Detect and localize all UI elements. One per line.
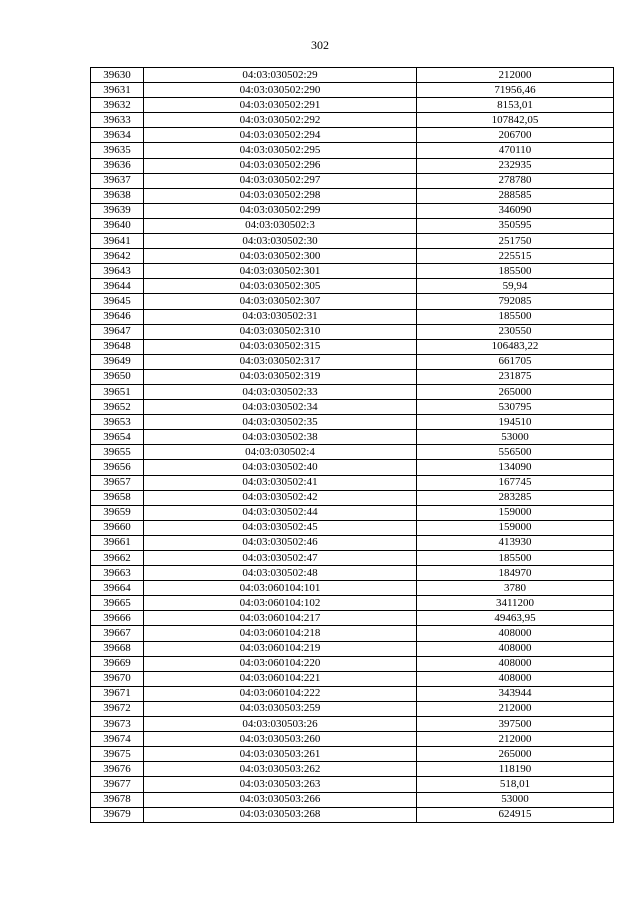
value-cell: 71956,46 xyxy=(417,83,614,98)
value-cell: 408000 xyxy=(417,641,614,656)
row-number-cell: 39669 xyxy=(91,656,144,671)
value-cell: 184970 xyxy=(417,566,614,581)
value-cell: 265000 xyxy=(417,747,614,762)
cadastral-number-cell: 04:03:030502:44 xyxy=(144,505,417,520)
cadastral-number-cell: 04:03:030502:33 xyxy=(144,384,417,399)
row-number-cell: 39653 xyxy=(91,415,144,430)
row-number-cell: 39637 xyxy=(91,173,144,188)
table-row xyxy=(91,460,614,475)
row-number-cell: 39642 xyxy=(91,249,144,264)
cadastral-number-cell: 04:03:030502:290 xyxy=(144,83,417,98)
value-cell: 53000 xyxy=(417,430,614,445)
table-row xyxy=(91,309,614,324)
value-cell: 288585 xyxy=(417,188,614,203)
value-cell: 350595 xyxy=(417,218,614,233)
row-number-cell: 39657 xyxy=(91,475,144,490)
table-row xyxy=(91,143,614,158)
cadastral-number-cell: 04:03:030503:26 xyxy=(144,717,417,732)
cadastral-number-cell: 04:03:030502:35 xyxy=(144,415,417,430)
value-cell: 3411200 xyxy=(417,596,614,611)
table-row xyxy=(91,128,614,143)
table-row xyxy=(91,264,614,279)
table-row xyxy=(91,158,614,173)
value-cell: 408000 xyxy=(417,671,614,686)
row-number-cell: 39677 xyxy=(91,777,144,792)
table-row xyxy=(91,113,614,128)
row-number-cell: 39658 xyxy=(91,490,144,505)
table-row xyxy=(91,762,614,777)
table-row xyxy=(91,83,614,98)
cadastral-number-cell: 04:03:060104:102 xyxy=(144,596,417,611)
cadastral-number-cell: 04:03:030502:300 xyxy=(144,249,417,264)
page-number: 302 xyxy=(311,38,329,52)
cadastral-number-cell: 04:03:030503:261 xyxy=(144,747,417,762)
value-cell: 8153,01 xyxy=(417,98,614,113)
row-number-cell: 39660 xyxy=(91,520,144,535)
value-cell: 53000 xyxy=(417,792,614,807)
table-row xyxy=(91,324,614,339)
table-row xyxy=(91,294,614,309)
cadastral-number-cell: 04:03:030502:29 xyxy=(144,68,417,83)
value-cell: 283285 xyxy=(417,490,614,505)
row-number-cell: 39645 xyxy=(91,294,144,309)
row-number-cell: 39639 xyxy=(91,203,144,218)
row-number-cell: 39636 xyxy=(91,158,144,173)
row-number-cell: 39664 xyxy=(91,581,144,596)
row-number-cell: 39650 xyxy=(91,369,144,384)
cadastral-number-cell: 04:03:030503:268 xyxy=(144,807,417,822)
row-number-cell: 39663 xyxy=(91,566,144,581)
row-number-cell: 39634 xyxy=(91,128,144,143)
row-number-cell: 39679 xyxy=(91,807,144,822)
cadastral-number-cell: 04:03:030502:38 xyxy=(144,430,417,445)
table-row xyxy=(91,234,614,249)
value-cell: 230550 xyxy=(417,324,614,339)
cadastral-number-cell: 04:03:030502:310 xyxy=(144,324,417,339)
table-row xyxy=(91,188,614,203)
table-row xyxy=(91,656,614,671)
table-row xyxy=(91,505,614,520)
cadastral-number-cell: 04:03:030502:34 xyxy=(144,400,417,415)
cadastral-number-cell: 04:03:030502:307 xyxy=(144,294,417,309)
table-row xyxy=(91,566,614,581)
table-row xyxy=(91,279,614,294)
table-row xyxy=(91,551,614,566)
table-row xyxy=(91,203,614,218)
cadastral-number-cell: 04:03:030502:40 xyxy=(144,460,417,475)
value-cell: 159000 xyxy=(417,505,614,520)
value-cell: 118190 xyxy=(417,762,614,777)
row-number-cell: 39646 xyxy=(91,309,144,324)
row-number-cell: 39632 xyxy=(91,98,144,113)
cadastral-number-cell: 04:03:060104:220 xyxy=(144,656,417,671)
cadastral-number-cell: 04:03:030502:45 xyxy=(144,520,417,535)
cadastral-number-cell: 04:03:030502:291 xyxy=(144,98,417,113)
row-number-cell: 39672 xyxy=(91,701,144,716)
cadastral-number-cell: 04:03:030502:295 xyxy=(144,143,417,158)
cadastral-number-cell: 04:03:030502:297 xyxy=(144,173,417,188)
value-cell: 107842,05 xyxy=(417,113,614,128)
table-row xyxy=(91,475,614,490)
table-row xyxy=(91,445,614,460)
cadastral-number-cell: 04:03:060104:218 xyxy=(144,626,417,641)
cadastral-number-cell: 04:03:030502:319 xyxy=(144,369,417,384)
value-cell: 251750 xyxy=(417,234,614,249)
row-number-cell: 39648 xyxy=(91,339,144,354)
cadastral-number-cell: 04:03:030502:41 xyxy=(144,475,417,490)
table-row xyxy=(91,701,614,716)
cadastral-number-cell: 04:03:030502:298 xyxy=(144,188,417,203)
table-row xyxy=(91,792,614,807)
row-number-cell: 39671 xyxy=(91,686,144,701)
value-cell: 278780 xyxy=(417,173,614,188)
cadastral-number-cell: 04:03:030502:3 xyxy=(144,218,417,233)
table-row xyxy=(91,68,614,83)
table-row xyxy=(91,686,614,701)
value-cell: 397500 xyxy=(417,717,614,732)
cadastral-number-cell: 04:03:060104:221 xyxy=(144,671,417,686)
row-number-cell: 39641 xyxy=(91,234,144,249)
table-row xyxy=(91,520,614,535)
row-number-cell: 39662 xyxy=(91,551,144,566)
row-number-cell: 39635 xyxy=(91,143,144,158)
table-row xyxy=(91,384,614,399)
value-cell: 530795 xyxy=(417,400,614,415)
cadastral-number-cell: 04:03:030502:315 xyxy=(144,339,417,354)
row-number-cell: 39676 xyxy=(91,762,144,777)
table-row xyxy=(91,415,614,430)
cadastral-number-cell: 04:03:030502:42 xyxy=(144,490,417,505)
row-number-cell: 39647 xyxy=(91,324,144,339)
cadastral-number-cell: 04:03:030502:317 xyxy=(144,354,417,369)
row-number-cell: 39661 xyxy=(91,535,144,550)
cadastral-number-cell: 04:03:060104:101 xyxy=(144,581,417,596)
table-row xyxy=(91,732,614,747)
row-number-cell: 39659 xyxy=(91,505,144,520)
value-cell: 49463,95 xyxy=(417,611,614,626)
table-body xyxy=(91,68,614,823)
cadastral-number-cell: 04:03:030503:262 xyxy=(144,762,417,777)
table-row xyxy=(91,173,614,188)
row-number-cell: 39631 xyxy=(91,83,144,98)
value-cell: 232935 xyxy=(417,158,614,173)
row-number-cell: 39633 xyxy=(91,113,144,128)
cadastral-number-cell: 04:03:030502:31 xyxy=(144,309,417,324)
value-cell: 185500 xyxy=(417,309,614,324)
cadastral-number-cell: 04:03:030502:292 xyxy=(144,113,417,128)
value-cell: 225515 xyxy=(417,249,614,264)
value-cell: 343944 xyxy=(417,686,614,701)
value-cell: 134090 xyxy=(417,460,614,475)
cadastral-number-cell: 04:03:030502:296 xyxy=(144,158,417,173)
value-cell: 185500 xyxy=(417,264,614,279)
cadastral-number-cell: 04:03:030502:305 xyxy=(144,279,417,294)
table-row xyxy=(91,671,614,686)
value-cell: 661705 xyxy=(417,354,614,369)
row-number-cell: 39644 xyxy=(91,279,144,294)
value-cell: 212000 xyxy=(417,732,614,747)
table-row xyxy=(91,490,614,505)
table-row xyxy=(91,354,614,369)
table-row xyxy=(91,581,614,596)
table-row xyxy=(91,535,614,550)
row-number-cell: 39670 xyxy=(91,671,144,686)
cadastral-number-cell: 04:03:030503:266 xyxy=(144,792,417,807)
value-cell: 408000 xyxy=(417,656,614,671)
cadastral-number-cell: 04:03:030502:30 xyxy=(144,234,417,249)
value-cell: 556500 xyxy=(417,445,614,460)
table-row xyxy=(91,641,614,656)
cadastral-number-cell: 04:03:030502:301 xyxy=(144,264,417,279)
value-cell: 346090 xyxy=(417,203,614,218)
row-number-cell: 39656 xyxy=(91,460,144,475)
row-number-cell: 39649 xyxy=(91,354,144,369)
row-number-cell: 39674 xyxy=(91,732,144,747)
cadastral-number-cell: 04:03:060104:219 xyxy=(144,641,417,656)
table-row xyxy=(91,596,614,611)
value-cell: 167745 xyxy=(417,475,614,490)
table-row xyxy=(91,747,614,762)
table-row xyxy=(91,717,614,732)
table-row xyxy=(91,249,614,264)
data-table xyxy=(90,67,614,823)
row-number-cell: 39667 xyxy=(91,626,144,641)
cadastral-number-cell: 04:03:030502:4 xyxy=(144,445,417,460)
cadastral-number-cell: 04:03:030502:46 xyxy=(144,535,417,550)
cadastral-number-cell: 04:03:030503:260 xyxy=(144,732,417,747)
cadastral-number-cell: 04:03:030502:48 xyxy=(144,566,417,581)
cadastral-number-cell: 04:03:030502:47 xyxy=(144,551,417,566)
cadastral-number-cell: 04:03:030502:294 xyxy=(144,128,417,143)
value-cell: 624915 xyxy=(417,807,614,822)
row-number-cell: 39651 xyxy=(91,384,144,399)
value-cell: 3780 xyxy=(417,581,614,596)
value-cell: 413930 xyxy=(417,535,614,550)
value-cell: 408000 xyxy=(417,626,614,641)
table-row xyxy=(91,339,614,354)
row-number-cell: 39654 xyxy=(91,430,144,445)
table-row xyxy=(91,400,614,415)
cadastral-number-cell: 04:03:030503:263 xyxy=(144,777,417,792)
value-cell: 106483,22 xyxy=(417,339,614,354)
cadastral-number-cell: 04:03:030503:259 xyxy=(144,701,417,716)
row-number-cell: 39652 xyxy=(91,400,144,415)
table-row xyxy=(91,369,614,384)
row-number-cell: 39630 xyxy=(91,68,144,83)
value-cell: 206700 xyxy=(417,128,614,143)
value-cell: 231875 xyxy=(417,369,614,384)
value-cell: 212000 xyxy=(417,701,614,716)
row-number-cell: 39675 xyxy=(91,747,144,762)
value-cell: 212000 xyxy=(417,68,614,83)
cadastral-number-cell: 04:03:060104:217 xyxy=(144,611,417,626)
value-cell: 265000 xyxy=(417,384,614,399)
table-row xyxy=(91,777,614,792)
cadastral-number-cell: 04:03:030502:299 xyxy=(144,203,417,218)
value-cell: 470110 xyxy=(417,143,614,158)
table-row xyxy=(91,626,614,641)
row-number-cell: 39665 xyxy=(91,596,144,611)
row-number-cell: 39678 xyxy=(91,792,144,807)
table-row xyxy=(91,98,614,113)
value-cell: 518,01 xyxy=(417,777,614,792)
row-number-cell: 39655 xyxy=(91,445,144,460)
row-number-cell: 39673 xyxy=(91,717,144,732)
row-number-cell: 39666 xyxy=(91,611,144,626)
table-row xyxy=(91,430,614,445)
table-row xyxy=(91,807,614,822)
row-number-cell: 39668 xyxy=(91,641,144,656)
table-row xyxy=(91,218,614,233)
cadastral-number-cell: 04:03:060104:222 xyxy=(144,686,417,701)
value-cell: 159000 xyxy=(417,520,614,535)
value-cell: 59,94 xyxy=(417,279,614,294)
row-number-cell: 39640 xyxy=(91,218,144,233)
value-cell: 792085 xyxy=(417,294,614,309)
value-cell: 194510 xyxy=(417,415,614,430)
row-number-cell: 39643 xyxy=(91,264,144,279)
table-row xyxy=(91,611,614,626)
row-number-cell: 39638 xyxy=(91,188,144,203)
value-cell: 185500 xyxy=(417,551,614,566)
